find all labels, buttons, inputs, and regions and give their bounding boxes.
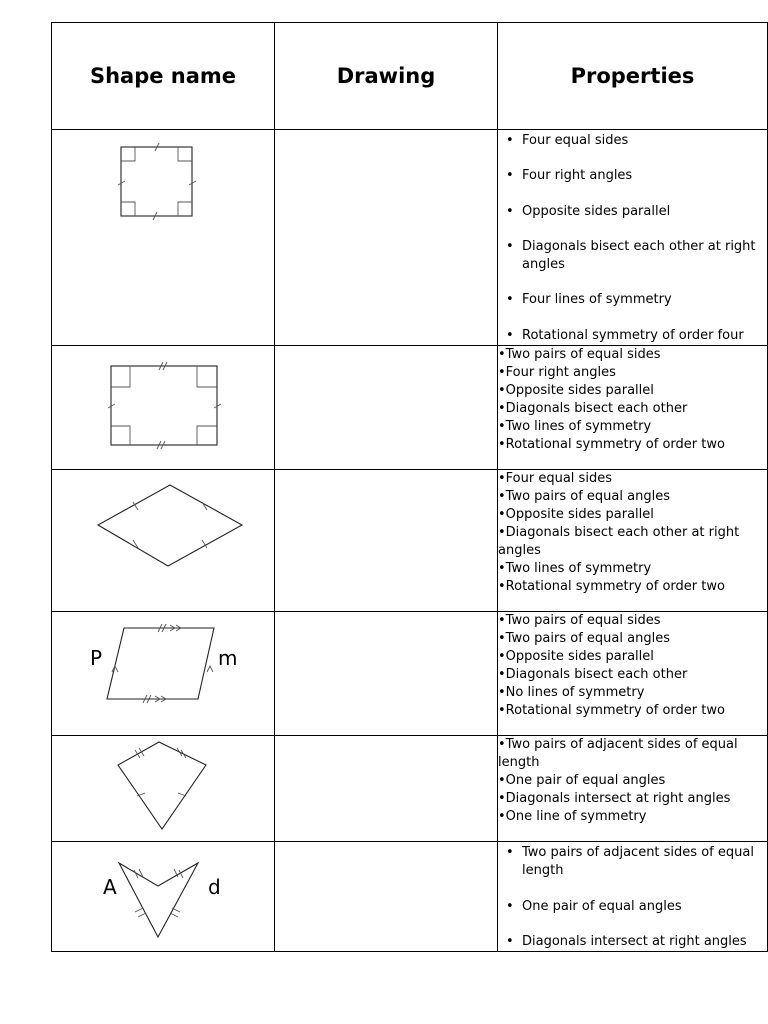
list-item: • Diagonals bisect each other at right angles <box>498 238 767 274</box>
list-item: • Opposite sides parallel <box>498 203 767 221</box>
list-item: • Two pairs of adjacent sides of equal length <box>498 844 755 880</box>
table-row <box>52 130 768 346</box>
list-item: • One line of symmetry <box>498 808 767 826</box>
list-item: • Four equal sides <box>498 470 767 488</box>
rhombus-icon <box>52 470 275 612</box>
list-item: • Rotational symmetry of order four <box>498 327 767 345</box>
properties-cell <box>498 736 768 842</box>
properties-cell <box>498 346 768 470</box>
properties-list <box>498 346 767 454</box>
drawing-cell[interactable] <box>275 346 498 470</box>
drawing-cell[interactable] <box>275 736 498 842</box>
properties-cell <box>498 842 768 952</box>
shapes-table <box>51 22 768 952</box>
shape-name-fragment: A <box>103 875 117 899</box>
properties-list <box>498 612 767 720</box>
shape-cell <box>52 346 275 470</box>
list-item: • Diagonals bisect each other <box>498 400 767 418</box>
properties-cell <box>498 470 768 612</box>
list-item: • Diagonals intersect at right angles <box>498 790 767 808</box>
list-item: • Diagonals intersect at right angles <box>498 933 755 951</box>
shape-cell <box>52 130 275 346</box>
list-item: • Two pairs of equal angles <box>498 488 767 506</box>
table-row <box>52 612 768 736</box>
list-item: • Rotational symmetry of order two <box>498 578 767 596</box>
list-item: • One pair of equal angles <box>498 772 767 790</box>
table-row <box>52 736 768 842</box>
properties-list <box>498 470 767 596</box>
drawing-cell[interactable] <box>275 470 498 612</box>
list-item: • Four lines of symmetry <box>498 291 767 309</box>
list-item: • Opposite sides parallel <box>498 648 767 666</box>
list-item: • One pair of equal angles <box>498 898 755 916</box>
table-row <box>52 346 768 470</box>
list-item: • Four right angles <box>498 364 767 382</box>
header-properties: Properties <box>498 23 768 130</box>
list-item: • Four right angles <box>498 167 767 185</box>
list-item: • Four equal sides <box>498 132 767 150</box>
list-item: • Two pairs of equal sides <box>498 346 767 364</box>
list-item: • Two pairs of equal sides <box>498 612 767 630</box>
drawing-cell[interactable] <box>275 130 498 346</box>
drawing-cell[interactable] <box>275 842 498 952</box>
shape-name-fragment: m <box>218 646 238 670</box>
shapes-worksheet <box>51 22 767 952</box>
list-item: • Diagonals bisect each other at right angles <box>498 524 767 560</box>
header-drawing: Drawing <box>275 23 498 130</box>
list-item: • Two pairs of equal angles <box>498 630 767 648</box>
list-item: • Two pairs of adjacent sides of equal length <box>498 736 767 772</box>
table-row <box>52 470 768 612</box>
list-item: • Rotational symmetry of order two <box>498 436 767 454</box>
kite-icon <box>52 736 275 842</box>
list-item: • Opposite sides parallel <box>498 506 767 524</box>
shape-name-fragment: P <box>90 646 103 670</box>
list-item: • Opposite sides parallel <box>498 382 767 400</box>
header-shape-name: Shape name <box>52 23 275 130</box>
list-item: • No lines of symmetry <box>498 684 767 702</box>
shape-cell <box>52 842 275 952</box>
list-item: • Rotational symmetry of order two <box>498 702 767 720</box>
square-icon <box>52 130 275 344</box>
properties-list <box>498 130 767 345</box>
shape-cell <box>52 612 275 736</box>
list-item: • Two lines of symmetry <box>498 418 767 436</box>
parallelogram-icon <box>52 612 275 736</box>
shape-name-fragment: d <box>208 875 221 899</box>
arrowhead-icon <box>52 842 275 948</box>
shape-cell <box>52 470 275 612</box>
properties-cell <box>498 130 768 346</box>
shape-cell <box>52 736 275 842</box>
list-item: • Two lines of symmetry <box>498 560 767 578</box>
properties-list <box>498 842 767 951</box>
header-row <box>52 23 768 130</box>
drawing-cell[interactable] <box>275 612 498 736</box>
list-item: • Diagonals bisect each other <box>498 666 767 684</box>
table-row <box>52 842 768 952</box>
properties-list <box>498 736 767 826</box>
rectangle-icon <box>52 346 275 470</box>
properties-cell <box>498 612 768 736</box>
